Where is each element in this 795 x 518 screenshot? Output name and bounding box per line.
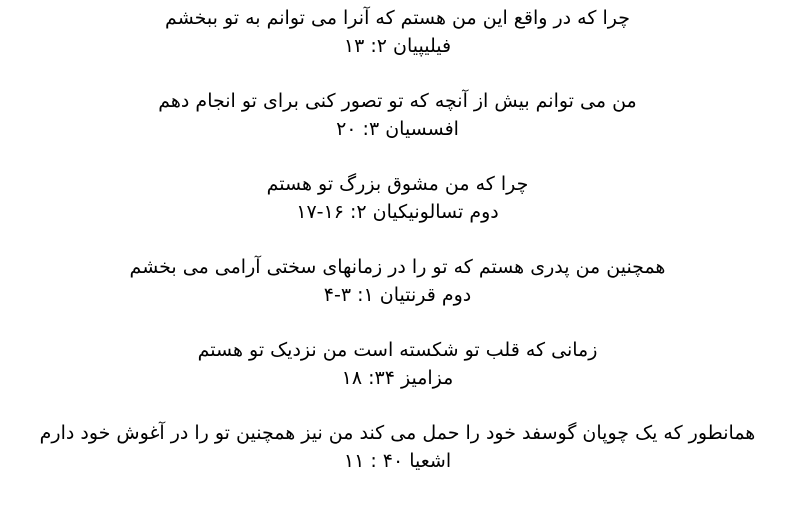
verse-block bbox=[0, 87, 795, 143]
verse-text: زمانی که قلب تو شکسته است من نزدیک تو هستم bbox=[197, 339, 598, 361]
verse-text: همانطور که یک چوپان گوسفد خود را حمل می کند من نیز همچنین تو را در آغوش خود دارم bbox=[39, 422, 756, 444]
verse-block bbox=[0, 336, 795, 392]
verse-reference: اشعیا ۴۰ : ۱۱ bbox=[343, 450, 452, 472]
verse-reference: مزامیز ۳۴: ۱۸ bbox=[341, 367, 454, 389]
verse-block bbox=[0, 419, 795, 475]
verse-text: چرا که در واقع این من هستم که آنرا می توانم به تو ببخشم bbox=[165, 7, 630, 29]
verse-reference: دوم تسالونیکیان ۲: ۱۶-۱۷ bbox=[296, 201, 499, 223]
verse-reference: دوم قرنتیان ۱: ۳-۴ bbox=[323, 284, 472, 306]
verse-reference: فیلیپیان ۲: ۱۳ bbox=[343, 35, 452, 57]
verse-text: چرا که من مشوق بزرگ تو هستم bbox=[266, 173, 529, 195]
verse-text: همچنین من پدری هستم که تو را در زمانهای سختی آرامی می بخشم bbox=[129, 256, 666, 278]
verse-reference: افسسیان ۳: ۲۰ bbox=[336, 118, 459, 140]
verse-text: من می توانم بیش از آنچه که تو تصور کنی برای تو انجام دهم bbox=[158, 90, 637, 112]
verse-block bbox=[0, 170, 795, 226]
verse-block bbox=[0, 4, 795, 60]
verse-block bbox=[0, 253, 795, 309]
